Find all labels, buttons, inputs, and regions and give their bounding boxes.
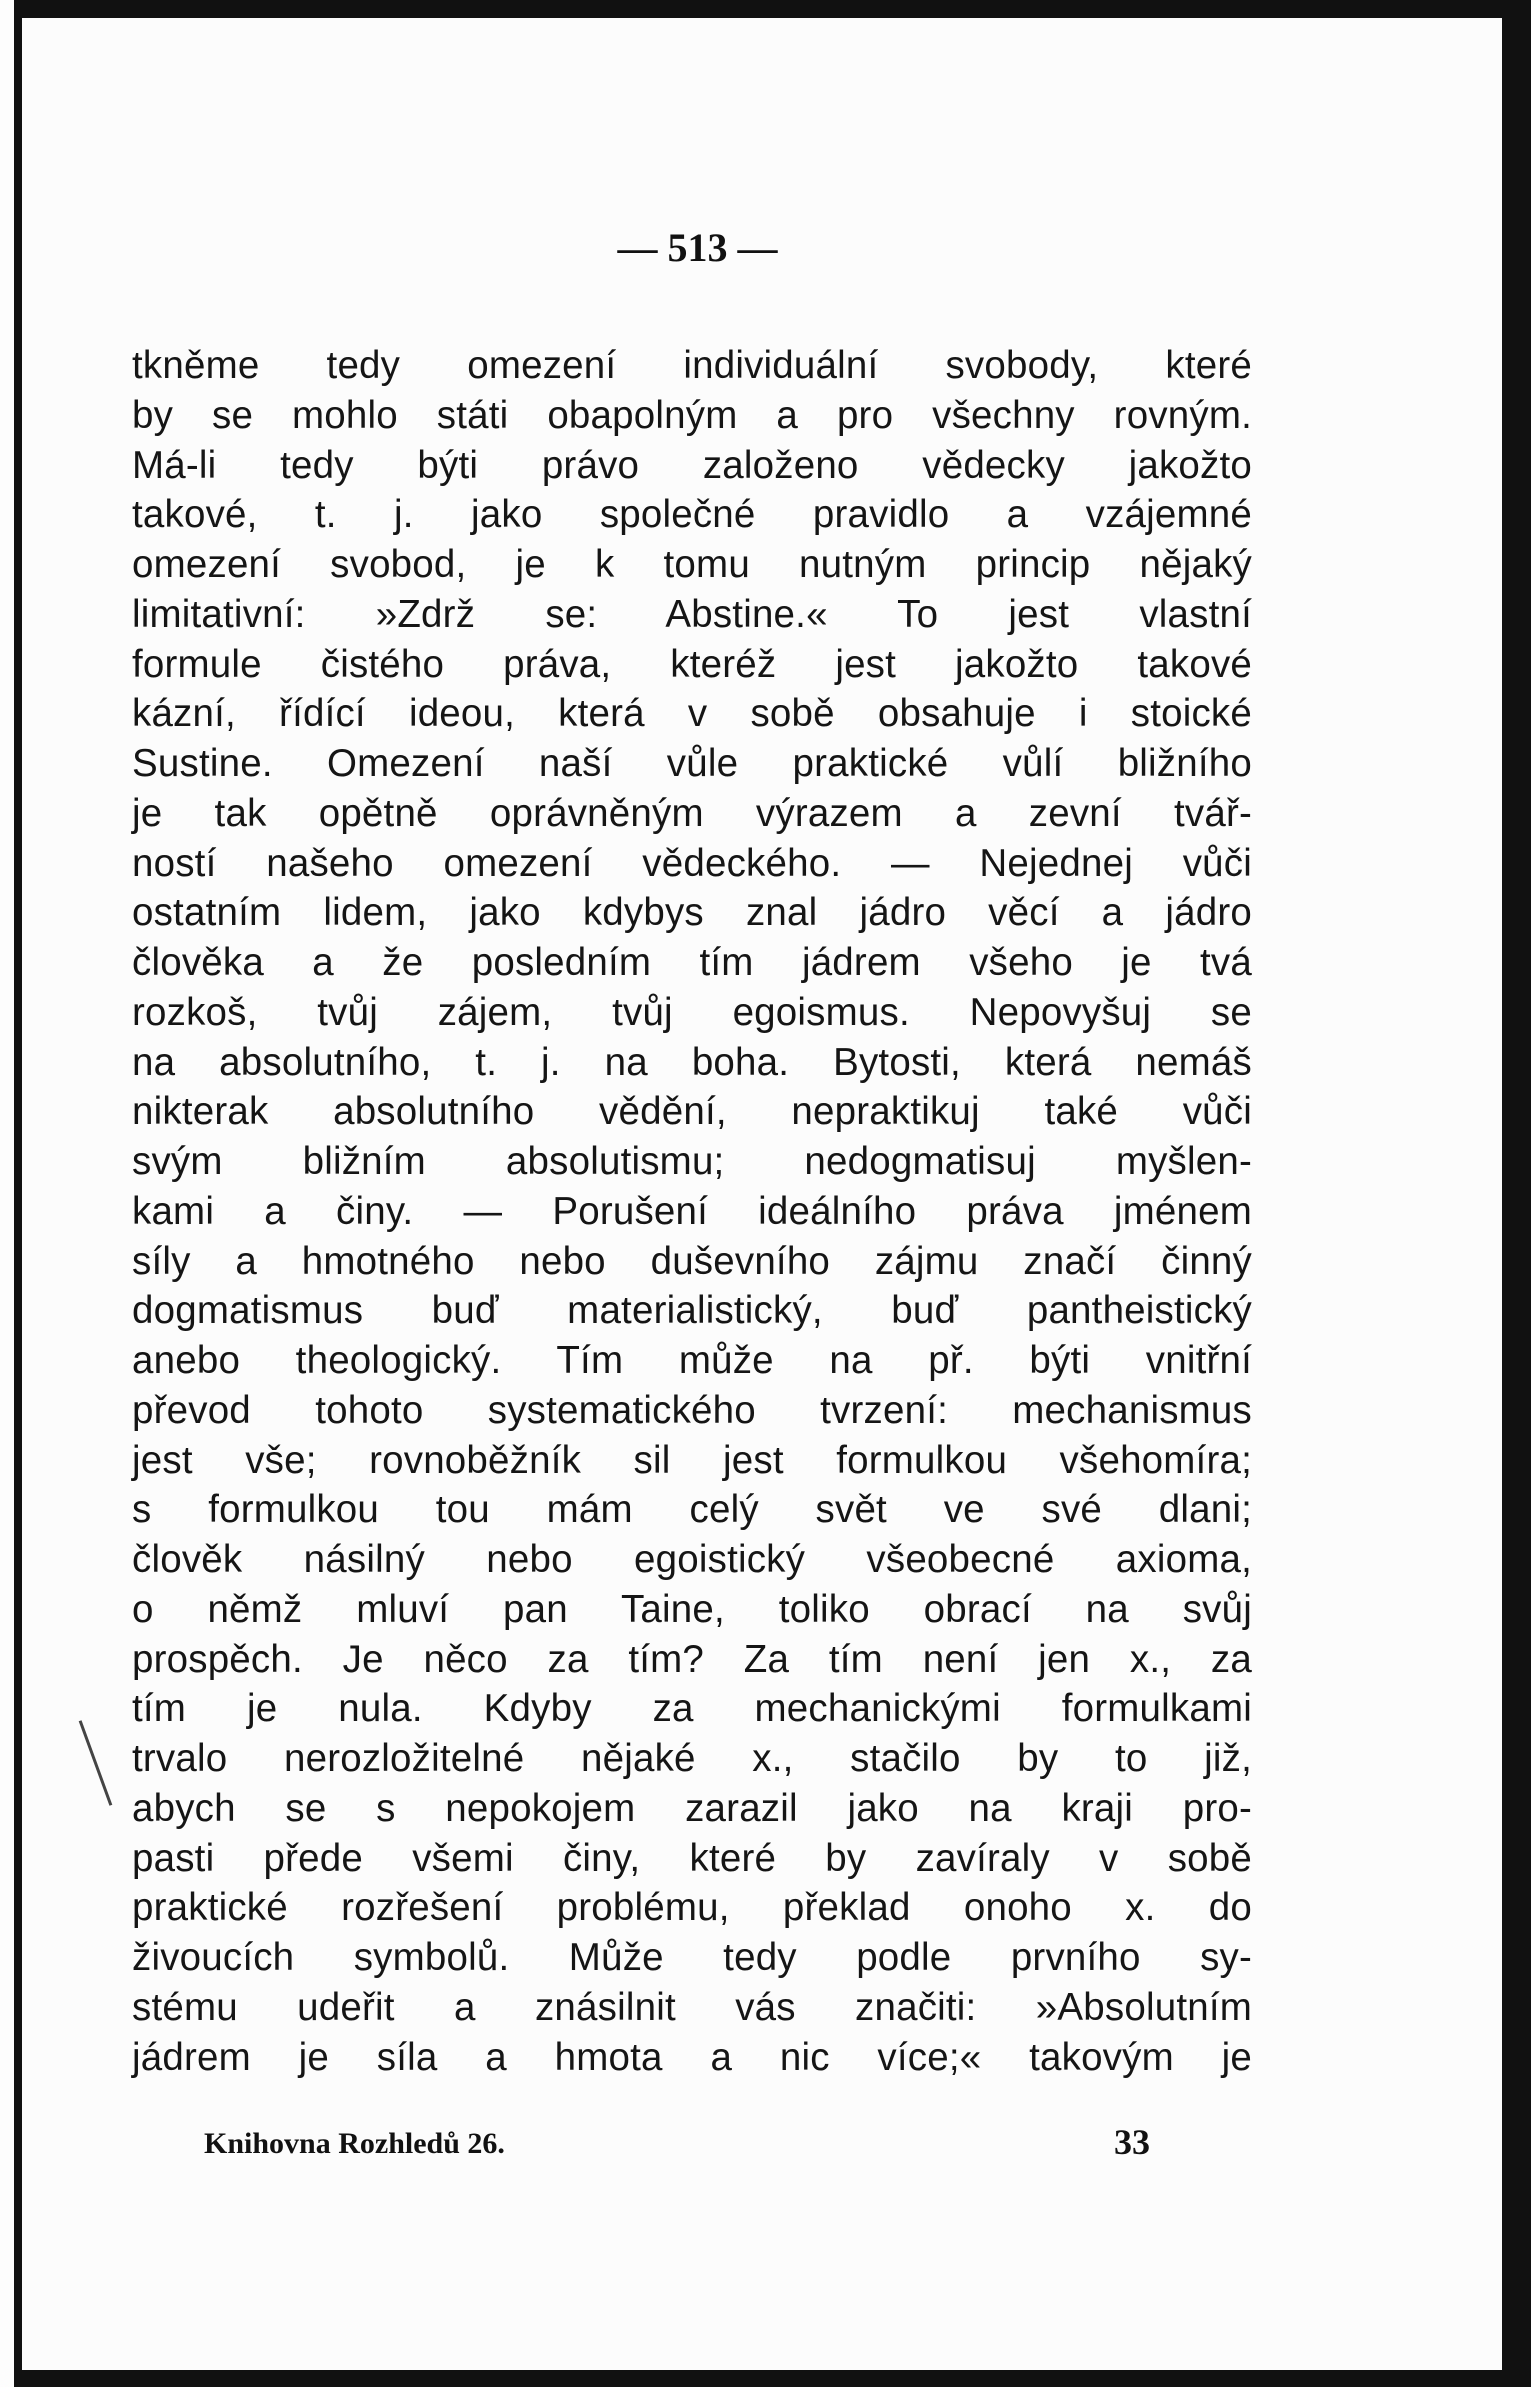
text-line: limitativní: »Zdrž se: Abstine.« To jest vlastní (132, 592, 1252, 636)
text-line: ností našeho omezení vědeckého. — Nejednej vůči (132, 841, 1252, 885)
text-line: je tak opětně oprávněným výrazem a zevní tvář- (132, 791, 1252, 835)
text-line: abych se s nepokojem zarazil jako na kraji pro- (132, 1786, 1252, 1830)
text-line: na absolutního, t. j. na boha. Bytosti, která nemáš (132, 1040, 1252, 1084)
text-line: o němž mluví pan Taine, toliko obrací na svůj (132, 1587, 1252, 1631)
text-line: prospěch. Je něco za tím? Za tím není jen x., za (132, 1637, 1252, 1681)
text-line: převod tohoto systematického tvrzení: mechanismus (132, 1388, 1252, 1432)
page-number-header: — 513 — (617, 225, 778, 270)
margin-mark (79, 1720, 113, 1806)
text-line: tkněme tedy omezení individuální svobody, které (132, 344, 1252, 387)
text-line: formule čistého práva, kteréž jest jakožto takové (132, 642, 1252, 686)
text-line: Má-li tedy býti právo založeno vědecky jakožto (132, 443, 1252, 487)
text-line: jádrem je síla a hmota a nic více;« takovým je (132, 2035, 1252, 2079)
paper-sheet (22, 18, 1502, 2370)
text-line: dogmatismus buď materialistický, buď pantheistický (132, 1289, 1252, 1333)
text-line: kami a činy. — Porušení ideálního práva jménem (132, 1189, 1252, 1233)
text-line: trvalo nerozložitelné nějaké x., stačilo by to již, (132, 1737, 1252, 1780)
text-line: praktické rozřešení problému, překlad onoho x. do (132, 1886, 1252, 1930)
text-line: člověk násilný nebo egoistický všeobecné axioma, (132, 1538, 1252, 1581)
text-line: svým bližním absolutismu; nedogmatisuj myšlen- (132, 1140, 1252, 1183)
text-line: by se mohlo státi obapolným a pro všechny rovným. (132, 393, 1252, 437)
text-line: člověka a že posledním tím jádrem všeho je tvá (132, 941, 1252, 984)
text-line: anebo theologický. Tím může na př. býti vnitřní (132, 1339, 1252, 1382)
text-line: Sustine. Omezení naší vůle praktické vůlí bližního (132, 742, 1252, 785)
text-line: kázní, řídící ideou, která v sobě obsahuje i stoické (132, 692, 1252, 736)
text-line: takové, t. j. jako společné pravidlo a vzájemné (132, 493, 1252, 537)
text-line: síly a hmotného nebo duševního zájmu značí činný (132, 1239, 1252, 1283)
footer-sheet-number: 33 (1114, 2122, 1150, 2162)
text-line: pasti přede všemi činy, které by zavíraly v sobě (132, 1836, 1252, 1880)
text-line: tím je nula. Kdyby za mechanickými formulkami (132, 1687, 1252, 1731)
body-text (132, 341, 1252, 2082)
page-left-edge (0, 0, 14, 2387)
text-line: ostatním lidem, jako kdybys znal jádro věcí a jádro (132, 891, 1252, 935)
text-line: živoucích symbolů. Může tedy podle prvního sy- (132, 1936, 1252, 1979)
footer-signature: Knihovna Rozhledů 26. (204, 2127, 505, 2160)
text-line: stému udeřit a znásilnit vás značiti: »Absolutním (132, 1985, 1252, 2029)
text-line: jest vše; rovnoběžník sil jest formulkou všehomíra; (132, 1438, 1252, 1482)
text-line: nikterak absolutního vědění, nepraktikuj také vůči (132, 1090, 1252, 1134)
text-line: s formulkou tou mám celý svět ve své dlani; (132, 1488, 1252, 1532)
text-line: rozkoš, tvůj zájem, tvůj egoismus. Nepovyšuj se (132, 990, 1252, 1034)
page-footer (22, 2121, 1422, 2171)
text-line: omezení svobod, je k tomu nutným princip nějaký (132, 543, 1252, 586)
